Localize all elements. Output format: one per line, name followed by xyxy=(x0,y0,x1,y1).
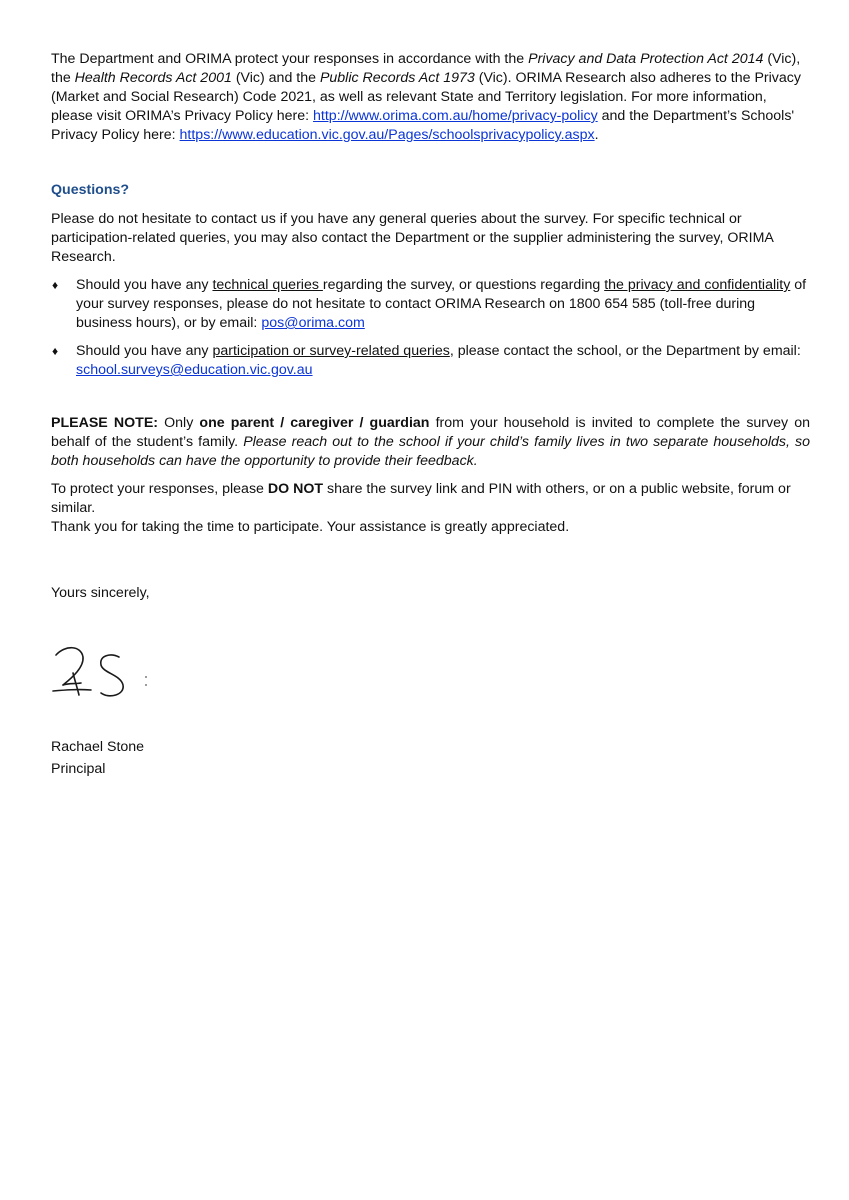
bullet2-text-1: Should you have any xyxy=(76,343,213,359)
bullet2-text-2: , please contact the school, or the Department by email: xyxy=(449,343,801,359)
public-records-act-title: Public Records Act 1973 xyxy=(319,70,475,86)
signer-block xyxy=(51,736,810,780)
privacy-confidentiality-underlined: the privacy and confidentiality xyxy=(604,277,791,293)
school-surveys-email-link[interactable]: school.surveys@education.vic.gov.au xyxy=(76,362,313,378)
participation-queries-underlined: participation or survey-related queries xyxy=(212,343,450,359)
protect-responses-paragraph xyxy=(51,480,810,518)
orima-privacy-policy-link[interactable]: http://www.orima.com.au/home/privacy-policy xyxy=(313,108,598,124)
please-note-paragraph xyxy=(51,414,810,471)
privacy-text-4: (Vic). ORIMA Research also adheres to the Privacy (Market and Social Research) Code 2021, as well as relevant State and Territory legislation. For more information, please visit ORIMA’s Privacy Policy here: xyxy=(51,70,801,124)
privacy-text-3: (Vic) and the xyxy=(231,70,320,86)
contact-intro-paragraph: Please do not hesitate to contact us if you have any general queries about the survey. For specific technical or participation-related queries, you may also contact the Department or the supplier administering the survey, ORIMA Research. xyxy=(51,211,774,265)
diamond-bullet-icon: ♦ xyxy=(52,344,59,358)
signature-image xyxy=(51,643,161,705)
schools-privacy-policy-link[interactable]: https://www.education.vic.gov.au/Pages/schoolsprivacypolicy.aspx xyxy=(179,127,595,143)
list-item-technical-queries xyxy=(51,276,810,333)
one-parent-emphasis: one parent / caregiver / guardian xyxy=(199,415,430,431)
list-item-participation-queries xyxy=(51,342,810,380)
note-text-2: from your household is invited to complete the survey on behalf of the student’s family. xyxy=(51,415,810,450)
closing-salutation: Yours sincerely, xyxy=(51,585,150,601)
signer-title: Principal xyxy=(51,761,106,777)
contact-bullet-list xyxy=(51,276,810,380)
diamond-bullet-icon: ♦ xyxy=(52,278,59,292)
signer-name: Rachael Stone xyxy=(51,739,145,755)
letter-page xyxy=(51,50,810,780)
privacy-text-2: (Vic), the xyxy=(51,51,801,86)
questions-heading: Questions? xyxy=(51,182,130,198)
privacy-act-title: Privacy and Data Protection Act 2014 xyxy=(528,51,764,67)
technical-queries-underlined: technical queries xyxy=(212,277,323,293)
privacy-paragraph xyxy=(51,50,810,145)
thank-you-line: Thank you for taking the time to participate. Your assistance is greatly appreciated. xyxy=(51,519,570,535)
health-records-act-title: Health Records Act 2001 xyxy=(74,70,232,86)
orima-email-link[interactable]: pos@orima.com xyxy=(261,315,365,331)
bullet1-text-1: Should you have any xyxy=(76,277,213,293)
privacy-text-5: and the Department’s Schools' Privacy Policy here: xyxy=(51,108,795,143)
protect-text-2: share the survey link and PIN with others, or on a public website, forum or similar. xyxy=(51,481,791,516)
bullet1-text-2: regarding the survey, or questions regarding xyxy=(322,277,605,293)
separate-households-note: Please reach out to the school if your child’s family lives in two separate households, so both households can have the opportunity to provide their feedback. xyxy=(51,434,810,469)
privacy-text-6: . xyxy=(594,127,599,143)
privacy-text-1: The Department and ORIMA protect your responses in accordance with the xyxy=(51,51,529,67)
do-not-emphasis: DO NOT xyxy=(267,481,324,497)
bullet1-text-3: of your survey responses, please do not hesitate to contact ORIMA Research on 1800 654 585 (toll-free during business hours), or by email: xyxy=(76,277,807,331)
note-text-1: Only xyxy=(158,415,200,431)
please-note-label: PLEASE NOTE: xyxy=(51,415,159,431)
protect-text-1: To protect your responses, please xyxy=(51,481,268,497)
